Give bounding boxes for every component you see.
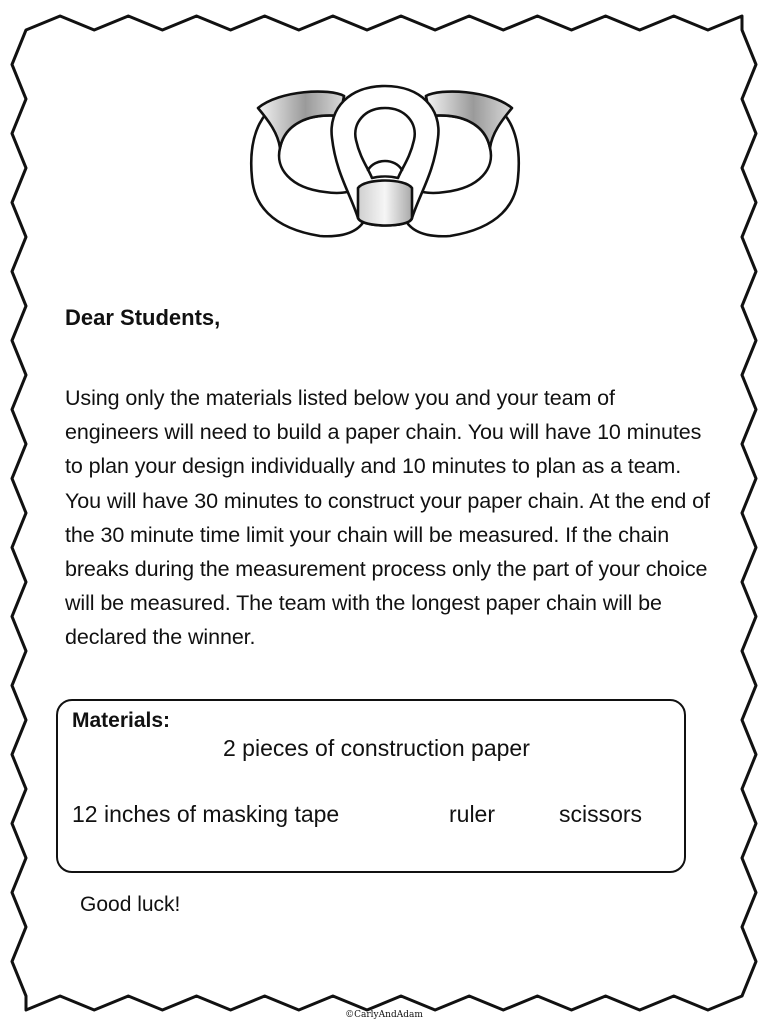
materials-heading: Materials:	[72, 709, 171, 732]
material-scissors: scissors	[559, 801, 643, 827]
materials-box	[56, 699, 686, 873]
letter-greeting: Dear Students,	[65, 305, 221, 330]
material-ruler: ruler	[449, 801, 496, 827]
paper-chain-icon	[240, 78, 530, 248]
material-masking-tape: 12 inches of masking tape	[72, 801, 340, 827]
letter-body: Using only the materials listed below you and your team of engineers will need to build a paper chain. You will have 10 minutes to plan your design individually and 10 minutes to plan as a team. You will have 30 minutes to construct your paper chain. At the end of the 30 minute time limit your chain will be measured. If the chain breaks during the measurement process only the part of your choice will be measured. The team with the longest paper chain will be declared the winner.	[65, 386, 710, 650]
copyright-text: ©CarlyAndAdam	[345, 1010, 423, 1020]
material-construction-paper: 2 pieces of construction paper	[223, 735, 530, 761]
letter-closing: Good luck!	[80, 893, 181, 916]
